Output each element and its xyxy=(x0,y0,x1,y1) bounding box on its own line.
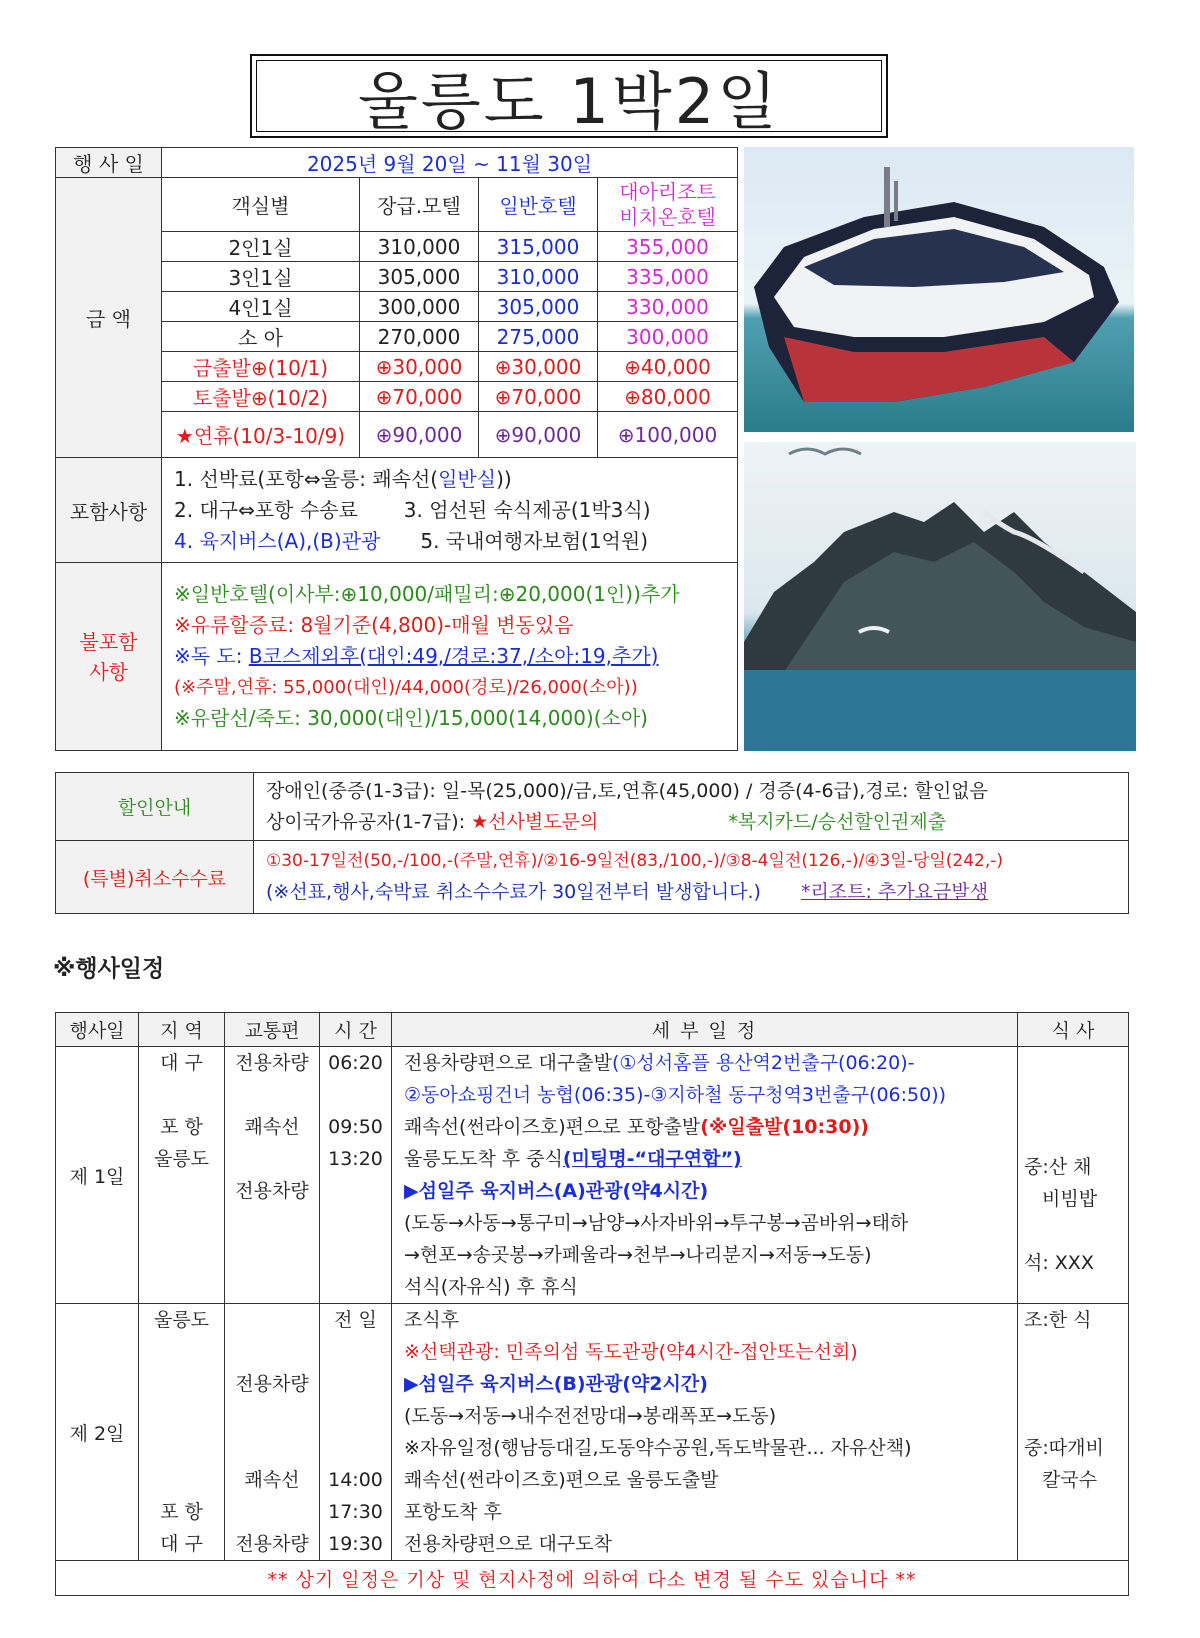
day-2-detail xyxy=(392,1304,1018,1561)
day-2-meal xyxy=(1018,1304,1129,1561)
price-hotel: ⊕90,000 xyxy=(479,412,598,458)
header-region: 지 역 xyxy=(139,1013,225,1047)
price-hotel: ⊕70,000 xyxy=(479,382,598,412)
day-1-detail xyxy=(392,1047,1018,1304)
price-motel: ⊕70,000 xyxy=(360,382,479,412)
detail-line: →현포→송곳봉→카페울라→천부→나리분지→저동→도동) xyxy=(404,1244,872,1266)
time-cell: 13:20 xyxy=(328,1148,383,1170)
col-resort-line2: 비치온호텔 xyxy=(619,204,716,229)
excluded-3-detail: B코스제외후(대인:49,/경로:37,/소아:19,추가) xyxy=(248,644,659,668)
detail-line: 쾌속선(썬라이즈호)편으로 포항출발 xyxy=(404,1116,701,1138)
included-5: 5. 국내여행자보험(1억원) xyxy=(420,528,648,553)
row-label: 토출발⊕(10/2) xyxy=(162,382,360,412)
excluded-5: ※유람선/죽도: xyxy=(174,706,308,730)
transport-cell: 쾌속선 xyxy=(244,1116,300,1138)
price-resort: 355,000 xyxy=(598,232,738,262)
header-transport: 교통편 xyxy=(225,1013,320,1047)
header-meal: 식 사 xyxy=(1018,1013,1129,1047)
included-1-highlight: 일반실 xyxy=(438,466,497,491)
discount-inquiry: ★선사별도문의 xyxy=(471,810,599,833)
day-1-region xyxy=(139,1047,225,1304)
meal-cell: 중:산 채 xyxy=(1024,1156,1092,1178)
detail-line: 전용차량편으로 대구출발 xyxy=(404,1052,612,1074)
transport-cell: 전용차량 xyxy=(235,1373,309,1395)
tour-b: ▶섬일주 육지버스(B)관광(약2시간) xyxy=(404,1373,708,1395)
included-3: 3. 엄선된 숙식제공(1박3식) xyxy=(403,497,651,522)
excluded-2: ※유류할증료: 8월기준(4,800) xyxy=(174,613,444,637)
price-motel: 270,000 xyxy=(360,322,479,352)
price-resort: ⊕100,000 xyxy=(598,412,738,458)
price-hotel: 310,000 xyxy=(479,262,598,292)
meal-cell: 중:따개비 xyxy=(1024,1437,1104,1459)
price-hotel: 315,000 xyxy=(479,232,598,262)
ship-photo xyxy=(744,147,1134,432)
day-2-time xyxy=(320,1304,392,1561)
day-2-transport xyxy=(225,1304,320,1561)
detail-line: 석식(자유식) 후 휴식 xyxy=(404,1276,578,1298)
price-hotel: ⊕30,000 xyxy=(479,352,598,382)
excluded-4: (※주말,연휴: 55,000(대인)/44,000(경로)/26,000(소아)) xyxy=(174,677,638,698)
day-1-transport xyxy=(225,1047,320,1304)
detail-line: 포항도착 후 xyxy=(404,1501,502,1523)
price-hotel: 275,000 xyxy=(479,322,598,352)
time-cell: 19:30 xyxy=(328,1533,383,1555)
region-cell: 대 구 xyxy=(160,1533,203,1555)
pickup-point: ②동아쇼핑건너 농협(06:35)-③지하철 동구청역3번출구(06:50)) xyxy=(404,1084,947,1106)
region-cell: 포 항 xyxy=(160,1116,203,1138)
cancel-label: (특별)취소수수료 xyxy=(56,841,254,914)
excluded-3: ※독 도: xyxy=(174,644,249,668)
col-hotel: 일반호텔 xyxy=(479,178,598,232)
header-date: 행사일 xyxy=(56,1013,139,1047)
time-cell: 06:20 xyxy=(328,1052,383,1074)
detail-line: 쾌속선(썬라이즈호)편으로 울릉도출발 xyxy=(404,1469,719,1491)
discount-line-2: 상이국가유공자(1-7급): xyxy=(266,810,472,833)
schedule-table xyxy=(55,1012,1129,1596)
included-2: 2. 대구⇔포항 수송료 xyxy=(174,497,358,522)
day-1-meal xyxy=(1018,1047,1129,1304)
time-cell: 전 일 xyxy=(334,1309,377,1331)
transport-cell: 전용차량 xyxy=(235,1533,309,1555)
included-label: 포함사항 xyxy=(56,458,162,563)
detail-line: (도동→사동→통구미→남양→사자바위→투구봉→곰바위→태하 xyxy=(404,1212,909,1234)
meal-cell: 비빔밥 xyxy=(1042,1188,1098,1210)
row-label: 소 아 xyxy=(162,322,360,352)
transport-cell: 전용차량 xyxy=(235,1052,309,1074)
header-detail: 세 부 일 정 xyxy=(392,1013,1018,1047)
time-cell: 09:50 xyxy=(328,1116,383,1138)
meeting-name: (미팅명-“대구연합”) xyxy=(562,1148,742,1170)
price-motel: 305,000 xyxy=(360,262,479,292)
island-photo xyxy=(744,442,1136,751)
row-label: 4인1실 xyxy=(162,292,360,322)
discount-card-note: *복지카드/승선할인권제출 xyxy=(728,810,947,833)
time-cell: 17:30 xyxy=(328,1501,383,1523)
price-resort: 330,000 xyxy=(598,292,738,322)
optional-tour: ※선택관광: 민족의섬 독도관광(약4시간-접안또는선회) xyxy=(404,1341,858,1363)
detail-line: 조식후 xyxy=(404,1309,460,1331)
included-4: 4. 육지버스(A),(B)관광 xyxy=(174,528,381,553)
discount-label: 할인안내 xyxy=(56,773,254,841)
cancel-info xyxy=(254,841,1129,914)
row-label: 2인1실 xyxy=(162,232,360,262)
room-header: 객실별 xyxy=(162,178,360,232)
price-motel: 310,000 xyxy=(360,232,479,262)
discount-info xyxy=(254,773,1129,841)
included-1-end: )) xyxy=(496,466,512,491)
excluded-label xyxy=(56,563,162,751)
excluded-label-1: 불포함 xyxy=(79,629,138,654)
price-resort: ⊕80,000 xyxy=(598,382,738,412)
detail-line: 전용차량편으로 대구도착 xyxy=(404,1533,612,1555)
cancel-resort-note: *리조트: 추가요금발생 xyxy=(800,881,989,904)
price-hotel: 305,000 xyxy=(479,292,598,322)
time-cell: 14:00 xyxy=(328,1469,383,1491)
cancel-line-1: ①30-17일전(50,-/100,-(주말,연휴)/②16-9일전(83,/100,-)/③8-4일전(126,-)/④3일-당일(242,-) xyxy=(266,851,1004,872)
detail-line: 울릉도도착 후 중식 xyxy=(404,1148,563,1170)
detail-line: (도동→저동→내수전전망대→봉래폭포→도동) xyxy=(404,1405,777,1427)
row-label: ★연휴(10/3-10/9) xyxy=(162,412,360,458)
excluded-label-2: 사항 xyxy=(89,659,128,684)
amount-label: 금 액 xyxy=(56,178,162,458)
page-title xyxy=(250,54,888,138)
tour-a: ▶섬일주 육지버스(A)관광(약4시간) xyxy=(404,1180,709,1202)
included-1: 1. 선박료(포항⇔울릉: 쾌속선( xyxy=(174,466,439,491)
price-resort: 335,000 xyxy=(598,262,738,292)
excluded-1: ※일반호텔(이사부:⊕10,000/패밀리:⊕20,000(1인))추가 xyxy=(174,582,680,606)
included-list xyxy=(162,458,738,563)
row-label: 금출발⊕(10/1) xyxy=(162,352,360,382)
meal-cell: 석: XXX xyxy=(1024,1252,1094,1274)
discount-table xyxy=(55,772,1129,914)
detail-line: ※자유일정(행남등대길,도동약수공원,독도박물관... 자유산책) xyxy=(404,1437,912,1459)
transport-cell: 쾌속선 xyxy=(244,1469,300,1491)
excluded-list xyxy=(162,563,738,751)
cancel-line-2: (※선표,행사,숙박료 취소수수료가 30일전부터 발생합니다.) xyxy=(266,881,761,904)
price-table xyxy=(55,147,738,751)
date-value: 2025년 9월 20일 ~ 11월 30일 xyxy=(162,148,738,178)
day-1-time xyxy=(320,1047,392,1304)
price-resort: 300,000 xyxy=(598,322,738,352)
price-motel: ⊕90,000 xyxy=(360,412,479,458)
price-motel: 300,000 xyxy=(360,292,479,322)
day-2-label: 제 2일 xyxy=(56,1304,139,1561)
excluded-5-detail: 30,000(대인)/15,000(14,000)(소아) xyxy=(307,706,648,730)
price-resort: ⊕40,000 xyxy=(598,352,738,382)
price-motel: ⊕30,000 xyxy=(360,352,479,382)
day-2-region xyxy=(139,1304,225,1561)
region-cell: 대 구 xyxy=(160,1052,203,1074)
region-cell: 울릉도 xyxy=(153,1309,210,1331)
sunday-departure: (※일출발(10:30)) xyxy=(700,1116,869,1138)
meal-cell: 조:한 식 xyxy=(1024,1309,1092,1331)
island-illustration xyxy=(744,442,1136,751)
col-resort xyxy=(598,178,738,232)
col-resort-line1: 대아리조트 xyxy=(619,179,716,204)
schedule-footer-note: ** 상기 일정은 기상 및 현지사정에 의하여 다소 변경 될 수도 있습니다 ** xyxy=(56,1561,1129,1596)
discount-line-1: 장애인(중증(1-3급): 일-목(25,000)/금,토,연휴(45,000) / 경증(4-6급),경로: 할인없음 xyxy=(266,779,988,802)
pickup-point: (①성서홈플 용산역2번출구(06:20)- xyxy=(611,1052,915,1074)
excluded-2-note: -매월 변동있음 xyxy=(444,613,574,637)
ship-illustration xyxy=(744,147,1134,432)
region-cell: 포 항 xyxy=(160,1501,203,1523)
day-1-label: 제 1일 xyxy=(56,1047,139,1304)
header-time: 시 간 xyxy=(320,1013,392,1047)
schedule-title: ※행사일정 xyxy=(53,956,165,982)
col-motel: 장급.모텔 xyxy=(360,178,479,232)
meal-cell: 칼국수 xyxy=(1042,1469,1098,1491)
transport-cell: 전용차량 xyxy=(235,1180,309,1202)
row-label: 3인1실 xyxy=(162,262,360,292)
region-cell: 울릉도 xyxy=(153,1148,210,1170)
date-label: 행 사 일 xyxy=(56,148,162,178)
page-title-text: 울릉도 1박2일 xyxy=(357,64,781,138)
